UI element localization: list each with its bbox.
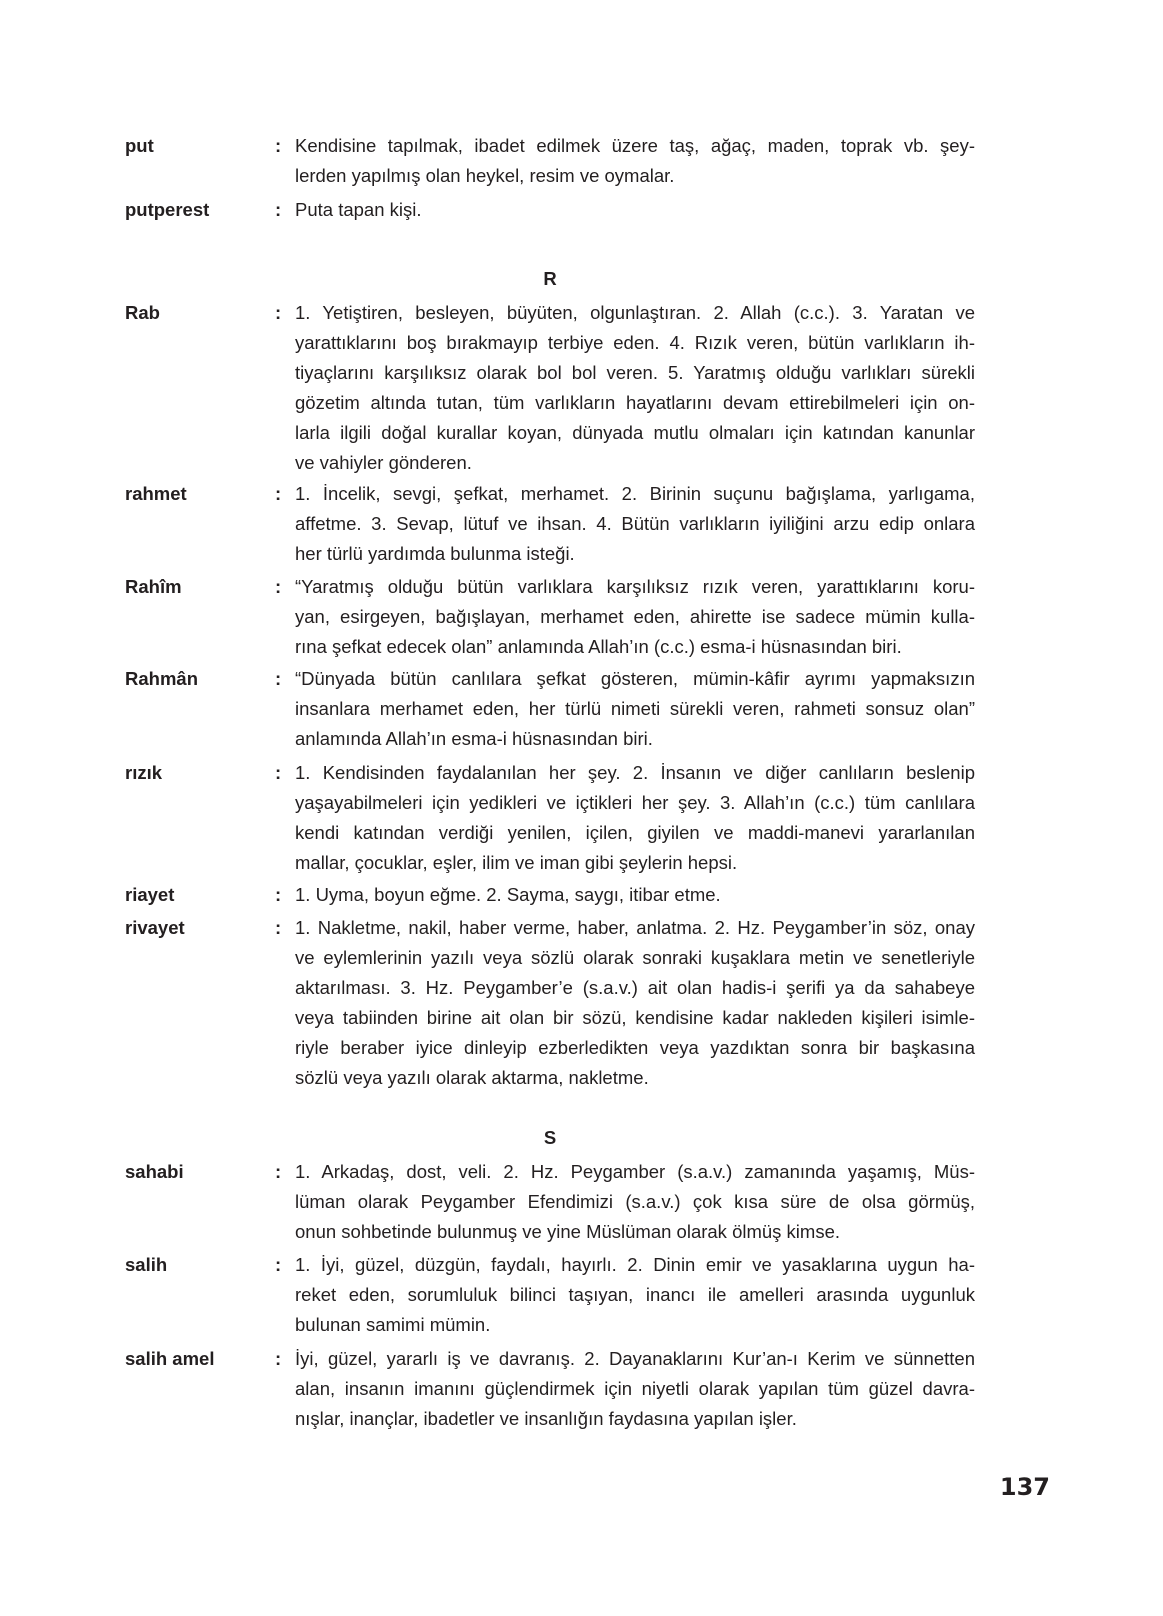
definition-line: 1. Arkadaş, dost, veli. 2. Hz. Peygamber (s.a.v.) zamanında yaşamış, Müs- (295, 1161, 975, 1182)
definition-line: 1. İyi, güzel, düzgün, faydalı, hayırlı. 2. Dinin emir ve yasaklarına uygun ha- (295, 1254, 975, 1275)
definition-line: kendi katından verdiği yenilen, içilen, giyilen ve maddi-manevi yararlanılan (295, 822, 975, 843)
definition (295, 195, 975, 225)
definition-line: 1. İncelik, sevgi, şefkat, merhamet. 2. Birinin suçunu bağışlama, yarlıgama, (295, 483, 975, 504)
definition-line: 1. Nakletme, nakil, haber verme, haber, anlatma. 2. Hz. Peygamber’in söz, onay (295, 917, 975, 938)
term-separator: : (275, 576, 282, 597)
definition-line: sözlü veya yazılı olarak aktarma, nakletme. (295, 1067, 649, 1088)
definition-line: mallar, çocuklar, eşler, ilim ve iman gibi şeylerin hepsi. (295, 852, 738, 873)
definition-line: 1. Uyma, boyun eğme. 2. Sayma, saygı, itibar etme. (295, 884, 721, 905)
definition-line: “Dünyada bütün canlılara şefkat gösteren, mümin-kâfir ayrımı yapmaksızın (295, 668, 975, 689)
term-separator: : (275, 1348, 282, 1369)
term: rahmet (125, 483, 187, 504)
term: putperest (125, 199, 210, 220)
term-separator: : (275, 762, 282, 783)
definition-line: her türlü yardımda bulunma isteği. (295, 543, 575, 564)
term: salih amel (125, 1348, 215, 1369)
definition-line: 1. Kendisinden faydalanılan her şey. 2. İnsanın ve diğer canlıların beslenip (295, 762, 975, 783)
page-number: 137 (999, 1473, 1050, 1501)
definition-line: ve vahiyler gönderen. (295, 452, 472, 473)
definition (295, 1344, 975, 1434)
definition (295, 880, 975, 910)
term: Rahîm (125, 576, 182, 597)
definition-line: yaşayabilmeleri için yedikleri ve içtikleri her şey. 3. Allah’ın (c.c.) tüm canlılara (295, 792, 975, 813)
definition (295, 131, 975, 191)
definition-line: gözetim altında tutan, tüm varlıkların hayatlarını devam ettirebilmeleri için on- (295, 392, 975, 413)
definition (295, 572, 975, 662)
definition (295, 913, 975, 1093)
definition-line: 1. Yetiştiren, besleyen, büyüten, olgunlaştıran. 2. Allah (c.c.). 3. Yaratan ve (295, 302, 975, 323)
term: Rahmân (125, 668, 198, 689)
definition (295, 479, 975, 569)
section-letter-r: R (543, 268, 557, 289)
term-separator: : (275, 668, 282, 689)
definition-line: insanlara merhamet eden, her türlü nimeti sürekli veren, rahmeti sonsuz olan” (295, 698, 975, 719)
definition-line: larla ilgili doğal kurallar koyan, dünyada mutlu olmaları için katından kanunlar (295, 422, 975, 443)
term-separator: : (275, 1254, 282, 1275)
term-separator: : (275, 483, 282, 504)
definition-line: anlamında Allah’ın esma-i hüsnasından biri. (295, 728, 653, 749)
definition (295, 1250, 975, 1340)
definition-line: yan, esirgeyen, bağışlayan, merhamet eden, ahirette ise sadece mümin kulla- (295, 606, 975, 627)
term: salih (125, 1254, 168, 1275)
term-separator: : (275, 199, 282, 220)
definition-line: Puta tapan kişi. (295, 199, 422, 220)
term: rivayet (125, 917, 185, 938)
definition-line: aktarılması. 3. Hz. Peygamber’e (s.a.v.) ait olan hadis-i şerifi ya da sahabeye (295, 977, 975, 998)
term: riayet (125, 884, 175, 905)
term-separator: : (275, 917, 282, 938)
definition-line: rına şefkat edecek olan” anlamında Allah’ın (c.c.) esma-i hüsnasından biri. (295, 636, 902, 657)
section-letter-s: S (543, 1127, 557, 1148)
term-separator: : (275, 884, 282, 905)
definition-line: onun sohbetinde bulunmuş ve yine Müslüman olarak ölmüş kimse. (295, 1221, 841, 1242)
term: rızık (125, 762, 163, 783)
term-separator: : (275, 135, 282, 156)
term-separator: : (275, 302, 282, 323)
term: sahabi (125, 1161, 184, 1182)
definition-line: reket eden, sorumluluk bilinci taşıyan, inancı ile amelleri arasında uygunluk (295, 1284, 975, 1305)
definition-line: lerden yapılmış olan heykel, resim ve oymalar. (295, 165, 675, 186)
definition-line: alan, insanın imanını güçlendirmek için niyetli olarak yapılan tüm güzel davra- (295, 1378, 975, 1399)
definition-line: lüman olarak Peygamber Efendimizi (s.a.v.) çok kısa süre de olsa görmüş, (295, 1191, 975, 1212)
definition (295, 298, 975, 478)
definition-line: veya tabiinden birine ait olan bir sözü, kendisine kadar nakleden kişileri isimle- (295, 1007, 975, 1028)
definition (295, 1157, 975, 1247)
definition-line: nışlar, inançlar, ibadetler ve insanlığın faydasına yapılan işler. (295, 1408, 797, 1429)
definition-line: İyi, güzel, yararlı iş ve davranış. 2. Dayanaklarını Kur’an-ı Kerim ve sünnetten (295, 1348, 975, 1369)
definition (295, 664, 975, 754)
term-separator: : (275, 1161, 282, 1182)
term: Rab (125, 302, 160, 323)
definition-line: ve eylemlerinin yazılı veya sözlü olarak sonraki kuşaklara metin ve senetleriyle (295, 947, 975, 968)
definition-line: Kendisine tapılmak, ibadet edilmek üzere taş, ağaç, maden, toprak vb. şey- (295, 135, 975, 156)
term: put (125, 135, 154, 156)
definition-line: tiyaçlarını karşılıksız olarak bol bol veren. 5. Yaratmış olduğu varlıkları sürekli (295, 362, 975, 383)
definition-line: riyle beraber iyice dinleyip ezberledikten veya yazdıktan sonra bir başkasına (295, 1037, 975, 1058)
definition-line: “Yaratmış olduğu bütün varlıklara karşılıksız rızık veren, yarattıklarını koru- (295, 576, 975, 597)
definition-line: bulunan samimi mümin. (295, 1314, 491, 1335)
definition-line: affetme. 3. Sevap, lütuf ve ihsan. 4. Bütün varlıkların iyiliğini arzu edip onlara (295, 513, 975, 534)
definition-line: yarattıklarını boş bırakmayıp terbiye eden. 4. Rızık veren, bütün varlıkların ih- (295, 332, 975, 353)
definition (295, 758, 975, 878)
